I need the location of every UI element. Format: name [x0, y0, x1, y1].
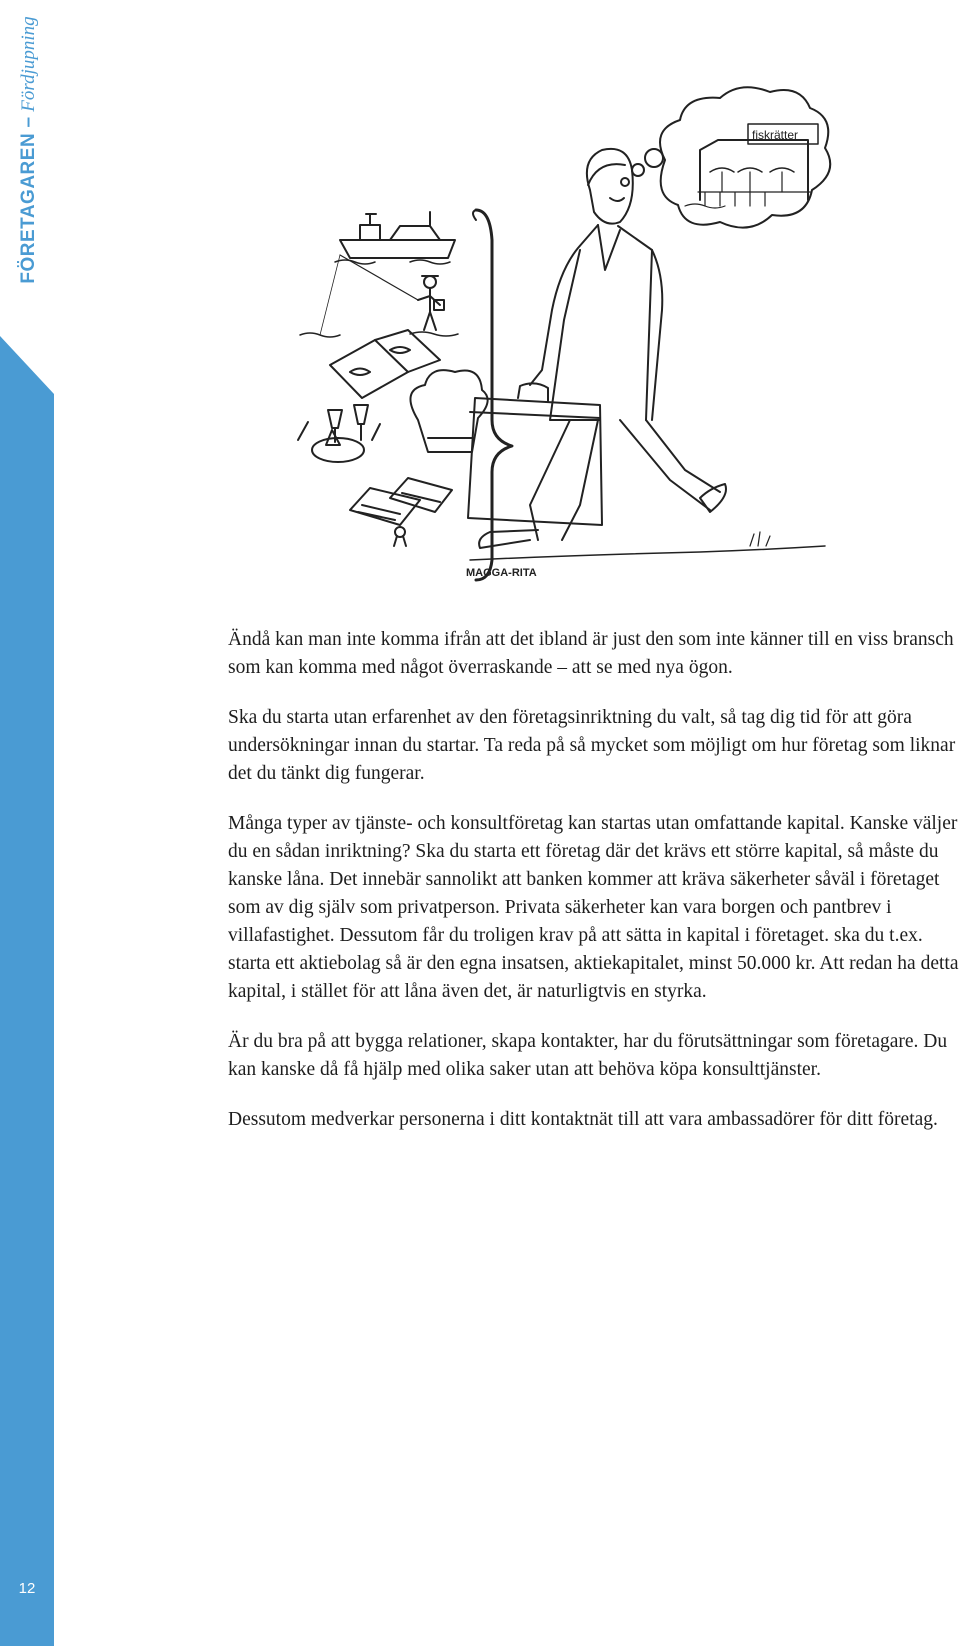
fish-book-icon	[330, 330, 440, 398]
page-number: 12	[18, 1580, 36, 1597]
paragraph: Ska du starta utan erfarenhet av den företagsinriktning du valt, så tag dig tid för att göra undersökningar innan du startar. Ta reda på så mycket som möjligt om hur företag som liknar det du tänkt dig fungerar.	[228, 707, 956, 784]
artist-signature: MAGGA-RITA	[466, 567, 537, 579]
paragraph: Många typer av tjänste- och konsultföretag kan startas utan omfattande kapital. Kanske väljer du en sådan inriktning? Ska du starta ett företag där det krävs ett större kapital, så måste du kanske låna. Det innebär sannolikt att banken kommer att kräva säkerheter såväl i företaget som av dig själv som privatperson. Privata säkerheter kan vara borgen och pantbrev i villafastighet. Dessutom får du troligen krav på att sätta in kapital i företaget. ska du t.ex. starta ett aktiebolag så är den egna insatsen, aktiekapitalet, minst 50.000 kr. Att redan ha detta kapital, i stället för att låna även det, är naturligtvis en styrka.	[228, 813, 959, 1002]
paragraph: Dessutom medverkar personerna i ditt kontaktnät till att vara ambassadörer för ditt företag.	[228, 1109, 938, 1130]
section-title: FÖRETAGAREN	[18, 132, 39, 284]
section-subtitle: Fördjupning	[18, 16, 39, 112]
body-text	[228, 626, 960, 1156]
side-title	[0, 0, 58, 300]
fish-restaurant-icon	[685, 124, 818, 208]
paragraph: Är du bra på att bygga relationer, skapa kontakter, har du förutsättningar som företagare. Du kan kanske då få hjälp med olika saker utan att behöva köpa konsulttjänster.	[228, 1031, 948, 1080]
fisherman-icon	[300, 255, 458, 337]
cartoon-illustration	[280, 0, 840, 590]
section-header	[18, 16, 40, 283]
restaurant-sign: fiskrätter	[752, 128, 799, 142]
chef-hat-icon	[410, 370, 487, 452]
fishing-boat-icon	[335, 212, 455, 264]
table-setting-icon	[298, 405, 380, 462]
briefcase-icon	[468, 383, 602, 525]
section-separator: –	[18, 111, 39, 133]
diploma-icon	[350, 478, 452, 546]
paragraph: Ändå kan man inte komma ifrån att det ibland är just den som inte känner till en viss bransch som kan komma med något överraskande – att se med nya ögon.	[228, 629, 954, 678]
thought-bubble-icon	[621, 87, 830, 227]
walking-man-icon	[479, 149, 726, 548]
